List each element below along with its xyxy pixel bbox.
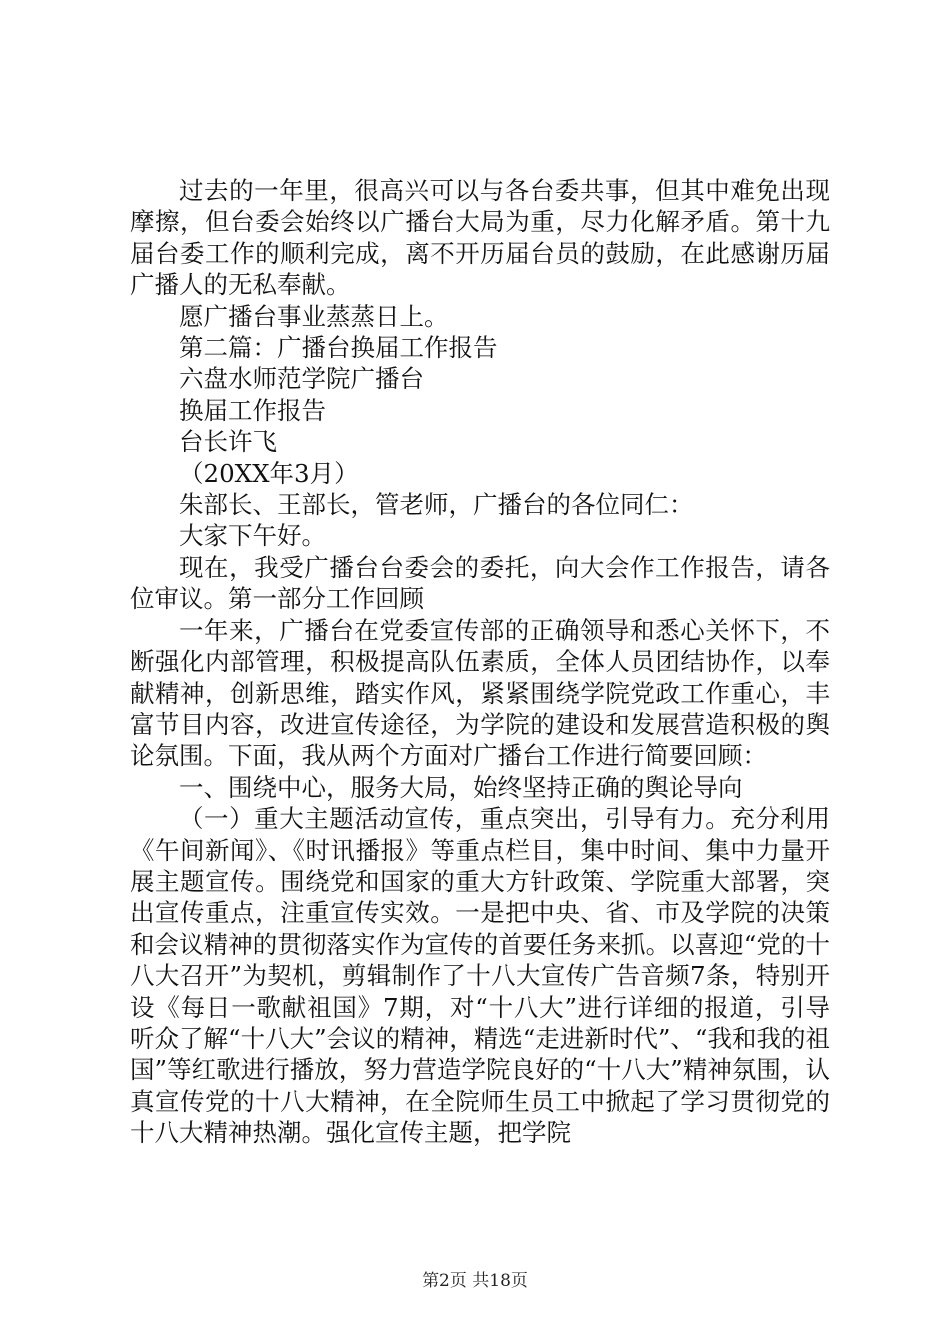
paragraph-review: 一年来，广播台在党委宣传部的正确领导和悉心关怀下，不断强化内部管理，积极提高队伍素质，全体人员团结协作，以奉献精神，创新思维，踏实作风，紧紧围绕学院党政工作重心，丰富节目内容，改进宣传途径，为学院的建设和发展营造积极的舆论氛围。下面，我从两个方面对广播台工作进行简要回顾： <box>130 615 830 771</box>
paragraph-2: 愿广播台事业蒸蒸日上。 <box>179 301 449 331</box>
paragraph-publicity: （一）重大主题活动宣传，重点突出，引导有力。充分利用《午间新闻》、《时讯播报》等重点栏目，集中时间、集中力量开展主题宣传。围绕党和国家的重大方针政策、学院重大部署，突出宣传重点，注重宣传实效。一是把中央、省、市及学院的决策和会议精神的贯彻落实作为宣传的首要任务来抓。以喜迎“党的十八大召开”为契机，剪辑制作了十八大宣传广告音频7条，特别开设《每日一歌献祖国》7期，对“十八大”进行详细的报道，引导听众了解“十八大”会议的精神，精选“走进新时代”、“我和我的祖国”等红歌进行播放，努力营造学院良好的“十八大”精神氛围，认真宣传党的十八大精神，在全院师生员工中掀起了学习贯彻党的十八大精神热潮。强化宣传主题，把学院 <box>130 804 830 1148</box>
section-heading: 第二篇：广播台换届工作报告 <box>179 333 498 363</box>
report-author: 台长许飞 <box>179 427 277 457</box>
subsection-heading: 一、围绕中心，服务大局，始终坚持正确的舆论导向 <box>179 772 743 802</box>
page-number-footer: 第2页 共18页 <box>422 1271 528 1291</box>
report-date: （20XX年3月） <box>179 458 359 488</box>
document-body <box>130 175 830 1149</box>
salutation: 朱部长、王部长，管老师，广播台的各位同仁： <box>179 490 694 520</box>
greeting: 大家下午好。 <box>179 521 326 551</box>
report-title: 换届工作报告 <box>179 395 326 425</box>
organization-name: 六盘水师范学院广播台 <box>179 364 424 394</box>
paragraph-intro: 现在，我受广播台台委会的委托，向大会作工作报告，请各位审议。第一部分工作回顾 <box>130 552 830 614</box>
paragraph-1: 过去的一年里，很高兴可以与各台委共事，但其中难免出现摩擦，但台委会始终以广播台大局为重，尽力化解矛盾。第十九届台委工作的顺利完成，离不开历届台员的鼓励，在此感谢历届广播人的无私奉献。 <box>130 176 830 300</box>
